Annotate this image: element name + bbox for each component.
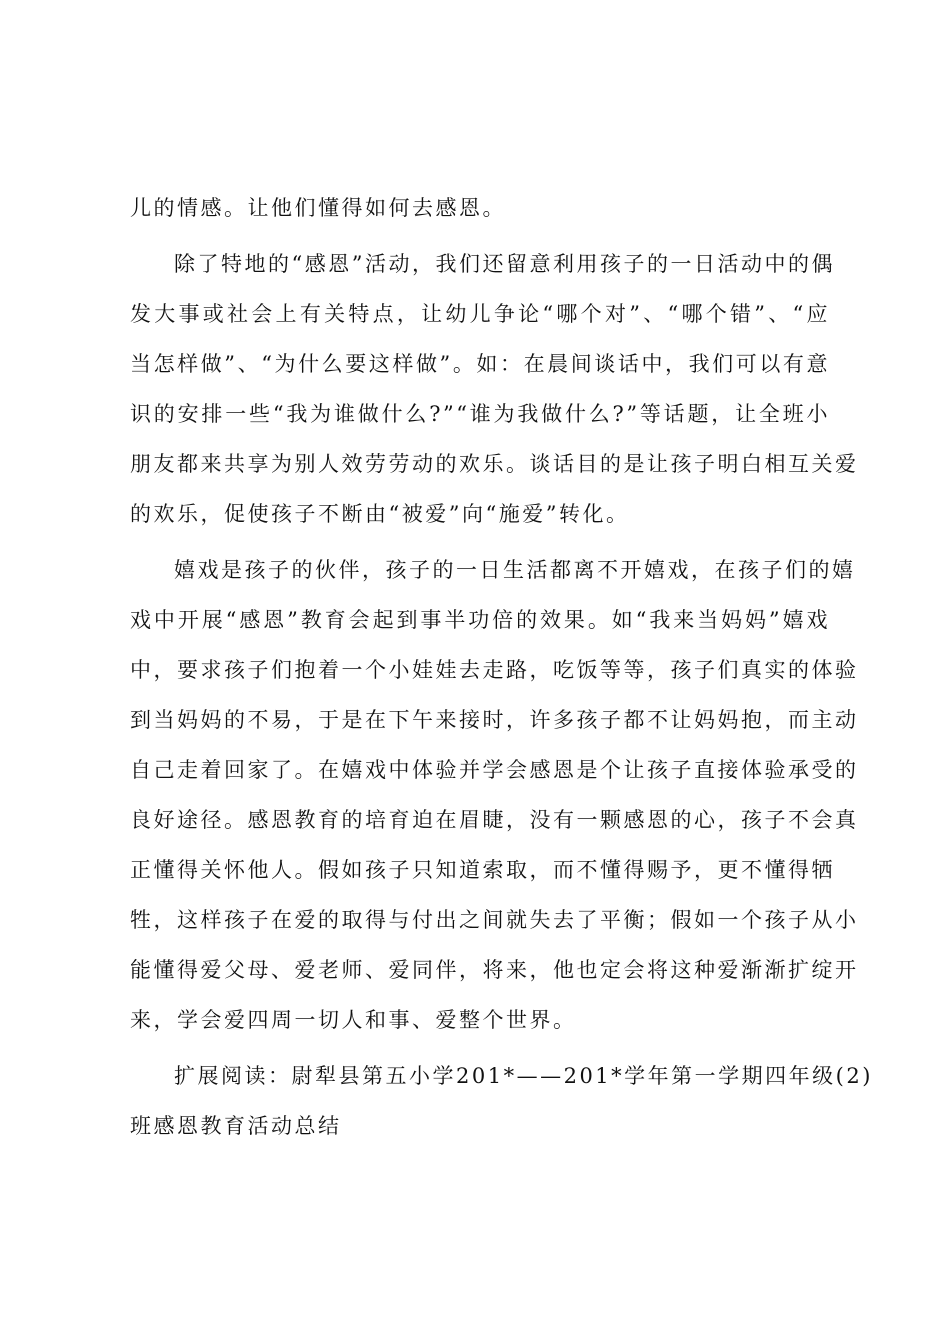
- paragraph-1: [130, 183, 830, 233]
- paragraph-2: [130, 239, 859, 539]
- text-line: 自己走着回家了。在嬉戏中体验并学会感恩是个让孩子直接体验承受的: [130, 758, 859, 782]
- text-line: 识的安排一些“我为谁做什么?”“谁为我做什么?”等话题，让全班小: [130, 402, 830, 426]
- text-line: 戏中开展“感恩”教育会起到事半功倍的效果。如“我来当妈妈”嬉戏: [130, 608, 830, 632]
- text-line: 除了特地的“感恩”活动，我们还留意利用孩子的一日活动中的偶: [174, 252, 835, 276]
- paragraph-3: [130, 545, 859, 1045]
- text-line: 扩展阅读：尉犁县第五小学201*——201*学年第一学期四年级(2): [174, 1064, 873, 1088]
- text-line: 嬉戏是孩子的伙伴，孩子的一日生活都离不开嬉戏，在孩子们的嬉: [174, 558, 856, 582]
- text-line: 中，要求孩子们抱着一个小娃娃去走路，吃饭等等，孩子们真实的体验: [130, 658, 859, 682]
- text-line: 朋友都来共享为别人效劳劳动的欢乐。谈话目的是让孩子明白相互关爱: [130, 452, 859, 476]
- text-line: 良好途径。感恩教育的培育迫在眉睫，没有一颗感恩的心，孩子不会真: [130, 808, 859, 832]
- text-line: 当怎样做”、“为什么要这样做”。如：在晨间谈话中，我们可以有意: [130, 352, 830, 376]
- text-line: 正懂得关怀他人。假如孩子只知道索取，而不懂得赐予，更不懂得牺: [130, 858, 835, 882]
- text-line: 发大事或社会上有关特点，让幼儿争论“哪个对”、“哪个错”、“应: [130, 302, 830, 326]
- document-body: [130, 183, 873, 1151]
- text-line: 到当妈妈的不易，于是在下午来接时，许多孩子都不让妈妈抱，而主动: [130, 708, 859, 732]
- text-line: 来，学会爱四周一切人和事、爱整个世界。: [130, 1008, 577, 1032]
- text-line: 班感恩教育活动总结: [130, 1114, 342, 1138]
- paragraph-4-extended-reading: [130, 1051, 873, 1151]
- text-line: 牲，这样孩子在爱的取得与付出之间就失去了平衡；假如一个孩子从小: [130, 908, 859, 932]
- text-line: 儿的情感。让他们懂得如何去感恩。: [130, 196, 506, 220]
- text-line: 能懂得爱父母、爱老师、爱同伴，将来，他也定会将这种爱渐渐扩绽开: [130, 958, 859, 982]
- text-line: 的欢乐，促使孩子不断由“被爱”向“施爱”转化。: [130, 502, 630, 526]
